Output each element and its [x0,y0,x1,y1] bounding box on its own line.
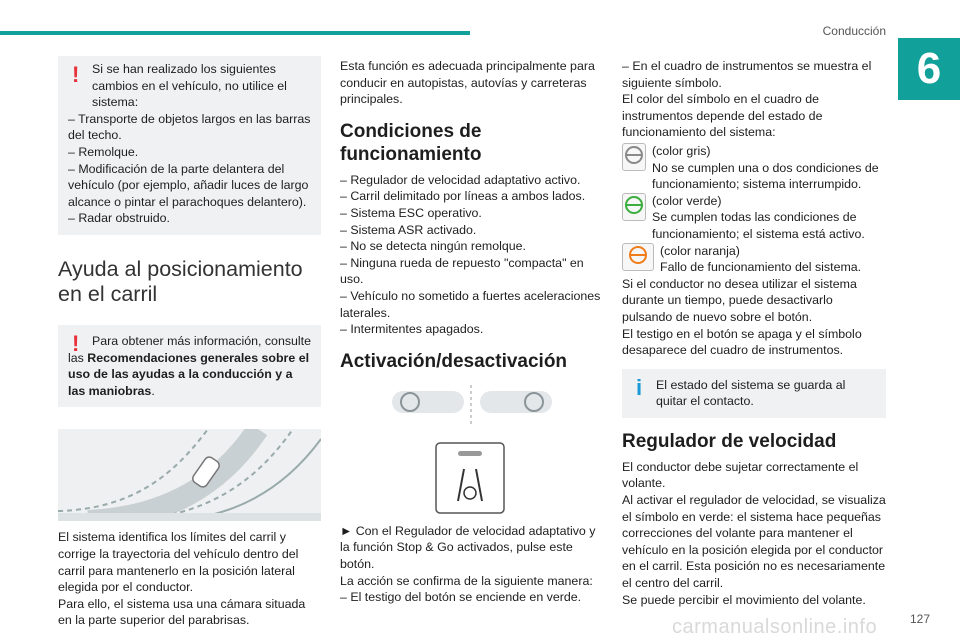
info-box [622,369,886,418]
body-text: El color del símbolo en el cuadro de instrumentos depende del estado de funcionamiento del sistema: [622,92,823,140]
list-item: – Sistema ASR activado. [340,222,477,237]
warning-item: – Transporte de objetos largos en las barras del techo. [68,111,311,143]
conditions-list [340,172,602,338]
list-item: – El testigo del botón se enciende en verde. [340,590,582,605]
body-text: La acción se confirma de la siguiente manera: [340,573,593,588]
list-item: – Carril delimitado por líneas a ambos lados. [340,189,586,204]
column-2 [340,58,602,606]
info-text: El estado del sistema se guarda al quitar el contacto. [656,377,846,409]
list-item: – Sistema ESC operativo. [340,205,482,220]
warning-item: – Modificación de la parte delantera del vehículo (por ejemplo, añadir luces de largo alcance o pintar el parachoques delantero). [68,161,309,209]
warning-text: Para obtener más información, consulte las Recomendaciones generales sobre el uso de las ayudas a la conducción y a las maniobras. [68,333,312,398]
section-title: Conducción [822,24,886,38]
body-text: – En el cuadro de instrumentos se muestra el siguiente símbolo. [622,59,872,90]
body-text: Si el conductor no desea utilizar el sistema durante un tiempo, puede desactivarlo pulsando de nuevo sobre el botón. [622,276,857,324]
steering-wheel-illustration [340,381,602,521]
list-item: – Ninguna rueda de repuesto "compacta" en uso. [340,255,584,287]
body-text: Esta función es adecuada principalmente para conducir en autopistas, autovías y carreteras principales. [340,59,595,107]
body-text: Para ello, el sistema usa una cámara situada en la parte superior del parabrisas. [58,596,306,628]
warning-icon: ! [72,62,80,87]
body-text: Al activar el regulador de velocidad, se visualiza el símbolo en verde: el sistema hace pequeñas correcciones del volante para mantener el vehículo en la posición elegida por el conductor en el carril. Esta posición no es necesariamente el centro del carril. [622,493,886,591]
warning-item: – Radar obstruido. [68,211,170,226]
body-text: ► Con el Regulador de velocidad adaptativo y la función Stop & Go activados, pulse este botón. [340,523,596,571]
warning-box [58,325,321,407]
section-heading: Regulador de velocidad [622,430,837,452]
body-text: El conductor debe sujetar correctamente el volante. [622,459,859,491]
list-item: – Regulador de velocidad adaptativo activo. [340,172,581,187]
state-item: (color naranja) Fallo de funcionamiento del sistema. [622,243,886,276]
header-accent-bar [0,31,470,35]
column-1 [58,56,321,629]
section-heading: Condiciones de funcionamiento [340,120,482,165]
lane-illustration [58,429,321,521]
body-text: Se puede percibir el movimiento del volante. [622,592,866,607]
chapter-number-badge: 6 [898,38,960,100]
warning-text: Si se han realizado los siguientes cambios en el vehículo, no utilice el sistema: [92,62,287,110]
button-illustration [340,381,602,521]
steering-wheel-icon [622,143,646,171]
warning-item: – Remolque. [68,144,139,159]
watermark: carmanualsonline.info [672,616,878,638]
steering-wheel-icon [622,243,654,271]
state-item: (color verde) Se cumplen todas las condiciones de funcionamiento; el sistema está activo. [622,193,886,243]
steering-wheel-icon [622,193,646,221]
list-item: – No se detecta ningún remolque. [340,239,526,254]
lane-car-icon [58,429,321,521]
state-item: (color gris) No se cumplen una o dos condiciones de funcionamiento; sistema interrumpido. [622,143,886,193]
warning-icon: ! [72,330,80,356]
info-icon: i [636,374,643,400]
list-item: – Vehículo no sometido a fuertes aceleraciones laterales. [340,288,601,320]
section-heading: Ayuda al posicionamiento en el carril [58,256,303,306]
column-3 [622,58,886,608]
page-number: 127 [909,612,930,626]
section-heading: Activación/desactivación [340,350,568,372]
body-text: El sistema identifica los límites del carril y corrige la trayectoria del vehículo dentro del carril para mantenerlo en la posición lateral elegida por el conductor. [58,530,299,595]
list-item: – Intermitentes apagados. [340,322,484,337]
warning-box [58,56,321,235]
body-text: El testigo en el botón se apaga y el símbolo desaparece del cuadro de instrumentos. [622,326,862,358]
